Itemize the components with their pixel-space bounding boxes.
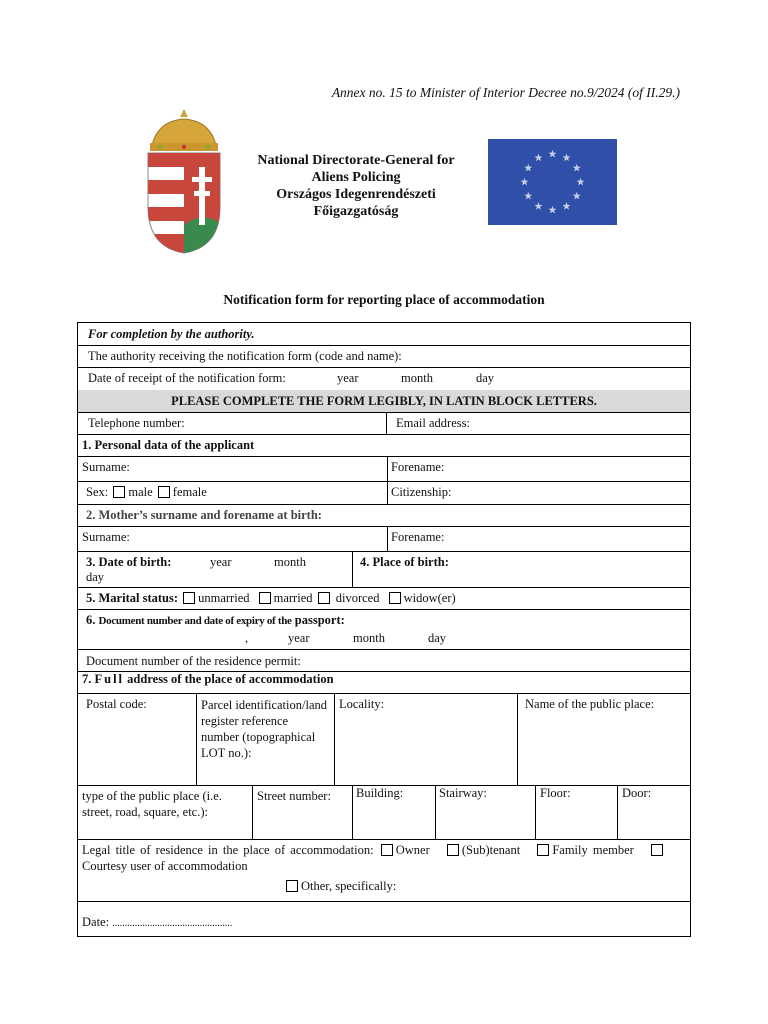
street-number-label: Street number: — [257, 789, 331, 803]
section-3-title: 3. Date of birth: — [86, 555, 172, 569]
section-5-title: 5. Marital status: — [86, 591, 178, 605]
courtesy-label: Courtesy user of accommodation — [82, 859, 248, 873]
unmarried-label: unmarried — [198, 591, 250, 605]
other-label: Other, specifically: — [301, 879, 397, 893]
section-1-title: 1. Personal data of the applicant — [82, 438, 255, 452]
courtesy-checkbox[interactable] — [651, 844, 663, 856]
female-checkbox[interactable] — [158, 486, 170, 498]
public-place-type-label: type of the public place (i.e. street, road, square, etc.): — [82, 789, 222, 819]
building-label: Building: — [356, 786, 404, 800]
family-member-label: Family member — [552, 843, 634, 857]
legal-title-row — [82, 843, 666, 858]
passport-comma: , — [245, 631, 249, 645]
form-title: Notification form for reporting place of accommodation — [223, 292, 545, 307]
subtenant-label: (Sub)tenant — [461, 843, 521, 857]
section-6-passport: passport: — [294, 613, 345, 627]
receipt-year-label: year — [337, 371, 359, 385]
organization-name — [236, 152, 476, 220]
widow-checkbox[interactable] — [389, 592, 401, 604]
org-line-2: Aliens Policing — [311, 170, 401, 185]
section-7-full: Full — [94, 672, 125, 686]
sex-row — [86, 485, 207, 500]
section-2-number: 2. — [86, 508, 96, 522]
marital-status-row — [86, 591, 456, 606]
postal-code-label: Postal code: — [86, 697, 147, 711]
female-label: female — [172, 485, 207, 499]
section-2-text: Mother’s surname and forename at birth: — [98, 508, 322, 522]
section-4-title: 4. Place of birth: — [360, 555, 449, 569]
date-label: Date: — [82, 915, 110, 929]
owner-checkbox[interactable] — [381, 844, 393, 856]
hungarian-coat-of-arms — [138, 107, 230, 257]
family-member-checkbox[interactable] — [537, 844, 549, 856]
locality-label: Locality: — [339, 697, 385, 711]
residence-permit-label: Document number of the residence permit: — [86, 654, 301, 668]
email-label: Email address: — [396, 416, 470, 430]
eu-flag — [488, 139, 617, 225]
other-row — [284, 879, 396, 894]
mother-surname-label: Surname: — [82, 530, 130, 544]
date-dots: ................................................ — [112, 918, 233, 929]
section-6-title — [86, 613, 345, 629]
applicant-forename-label: Forename: — [391, 460, 445, 474]
section-7-text: address of the place of accommodation — [127, 672, 334, 686]
widow-label: widow(er) — [403, 591, 456, 605]
birth-month-label: month — [274, 555, 306, 569]
receipt-day-label: day — [476, 371, 495, 385]
public-place-name-label: Name of the public place: — [525, 697, 655, 711]
instruction-banner-text: PLEASE COMPLETE THE FORM LEGIBLY, IN LATIN BLOCK LETTERS. — [171, 394, 597, 408]
receipt-month-label: month — [401, 371, 433, 385]
notification-form — [77, 322, 691, 937]
telephone-label: Telephone number: — [88, 416, 185, 430]
divorced-label: divorced — [335, 591, 380, 605]
org-line-1: National Directorate-General for — [257, 153, 455, 168]
authority-heading: For completion by the authority. — [88, 327, 255, 341]
divorced-checkbox[interactable] — [318, 592, 330, 604]
birth-day-label: day — [86, 570, 105, 584]
sex-label: Sex: — [86, 485, 109, 499]
subtenant-checkbox[interactable] — [447, 844, 459, 856]
legal-title-label: Legal title of residence in the place of accommodation: — [82, 843, 374, 857]
birth-year-label: year — [210, 555, 232, 569]
stairway-label: Stairway: — [439, 786, 487, 800]
floor-label: Floor: — [540, 786, 571, 800]
date-receipt-label: Date of receipt of the notification form: — [88, 371, 286, 385]
passport-year-label: year — [288, 631, 310, 645]
married-label: married — [273, 591, 313, 605]
married-checkbox[interactable] — [259, 592, 271, 604]
male-checkbox[interactable] — [113, 486, 125, 498]
citizenship-label: Citizenship: — [391, 485, 452, 499]
other-checkbox[interactable] — [286, 880, 298, 892]
org-line-4: Főigazgatóság — [313, 204, 399, 219]
section-6-text: Document number and date of expiry of the — [98, 615, 292, 627]
section-2-title — [86, 508, 322, 523]
unmarried-checkbox[interactable] — [183, 592, 195, 604]
authority-receiving-label: The authority receiving the notification form (code and name): — [88, 349, 402, 363]
passport-day-label: day — [428, 631, 447, 645]
section-7-number: 7. — [82, 672, 92, 686]
owner-label: Owner — [395, 843, 430, 857]
applicant-surname-label: Surname: — [82, 460, 130, 474]
mother-forename-label: Forename: — [391, 530, 445, 544]
passport-month-label: month — [353, 631, 385, 645]
door-label: Door: — [622, 786, 652, 800]
male-label: male — [128, 485, 153, 499]
section-6-number: 6. — [86, 613, 96, 627]
parcel-label: Parcel identification/land register reference number (topographical LOT no.): — [201, 698, 327, 760]
annex-reference: Annex no. 15 to Minister of Interior Decree no.9/2024 (of II.29.) — [331, 85, 680, 100]
section-7-title — [82, 672, 334, 687]
org-line-3: Országos Idegenrendészeti — [276, 187, 436, 202]
date-row — [82, 915, 232, 931]
